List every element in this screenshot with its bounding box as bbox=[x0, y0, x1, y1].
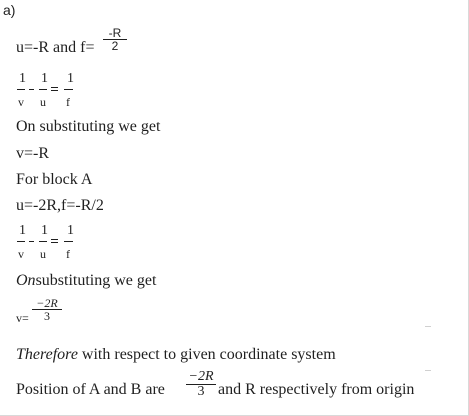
lens2-denominator-u: u bbox=[40, 247, 46, 261]
fraction-bar bbox=[64, 241, 73, 242]
lens1-numerator-3: 1 bbox=[67, 71, 74, 86]
result-v2-denominator: 3 bbox=[44, 309, 50, 323]
therefore-italic: Therefore bbox=[16, 346, 78, 363]
equals-sign-bottom bbox=[51, 90, 58, 91]
lens1-numerator-2: 1 bbox=[41, 71, 48, 86]
equals-sign-top bbox=[51, 239, 58, 240]
lens2-numerator-3: 1 bbox=[67, 223, 74, 238]
lens1-denominator-f: f bbox=[66, 95, 70, 109]
minus-sign bbox=[29, 241, 34, 242]
position-denominator: 3 bbox=[197, 384, 205, 399]
substituting-rest: substituting we get bbox=[35, 272, 157, 289]
margin-mark bbox=[425, 326, 431, 327]
therefore-line bbox=[16, 347, 336, 363]
result-v-text: v=-R bbox=[16, 145, 50, 162]
given-values-text: u=-R and f= bbox=[16, 39, 95, 56]
result-v2-fraction bbox=[32, 297, 62, 322]
position-text-before: Position of A and B are bbox=[16, 381, 165, 398]
equals-sign-top bbox=[51, 87, 58, 88]
fraction-bar bbox=[39, 89, 47, 90]
lens2-numerator-1: 1 bbox=[19, 223, 26, 238]
on-substituting-text: On substituting we get bbox=[16, 118, 161, 135]
lens2-numerator-2: 1 bbox=[41, 223, 48, 238]
lens2-denominator-f: f bbox=[66, 247, 70, 261]
part-label: a) bbox=[3, 2, 16, 18]
lens2-denominator-v: v bbox=[18, 247, 24, 261]
result-v2-numerator: −2R bbox=[36, 296, 58, 310]
fraction-bar bbox=[17, 89, 25, 90]
f-fraction bbox=[103, 27, 127, 52]
fraction-bar bbox=[39, 241, 47, 242]
on-substituting-text-2 bbox=[16, 273, 156, 289]
block-values-text: u=-2R,f=-R/2 bbox=[16, 197, 104, 214]
position-fraction bbox=[186, 370, 216, 399]
equals-sign-bottom bbox=[51, 242, 58, 243]
minus-sign bbox=[29, 89, 34, 90]
result-v2-prefix: v= bbox=[16, 311, 29, 325]
margin-mark bbox=[425, 370, 431, 371]
fraction-bar bbox=[64, 89, 73, 90]
f-fraction-denominator: 2 bbox=[111, 39, 119, 53]
lens1-numerator-1: 1 bbox=[19, 71, 26, 86]
therefore-rest: with respect to given coordinate system bbox=[77, 346, 336, 363]
fraction-bar bbox=[17, 241, 25, 242]
lens1-denominator-u: u bbox=[40, 95, 46, 109]
f-fraction-numerator: -R bbox=[108, 26, 122, 40]
on-italic: On bbox=[16, 272, 36, 289]
for-block-a-text: For block A bbox=[16, 171, 93, 188]
position-text-after: and R respectively from origin bbox=[218, 381, 415, 398]
position-numerator: −2R bbox=[188, 369, 214, 384]
lens1-denominator-v: v bbox=[18, 95, 24, 109]
